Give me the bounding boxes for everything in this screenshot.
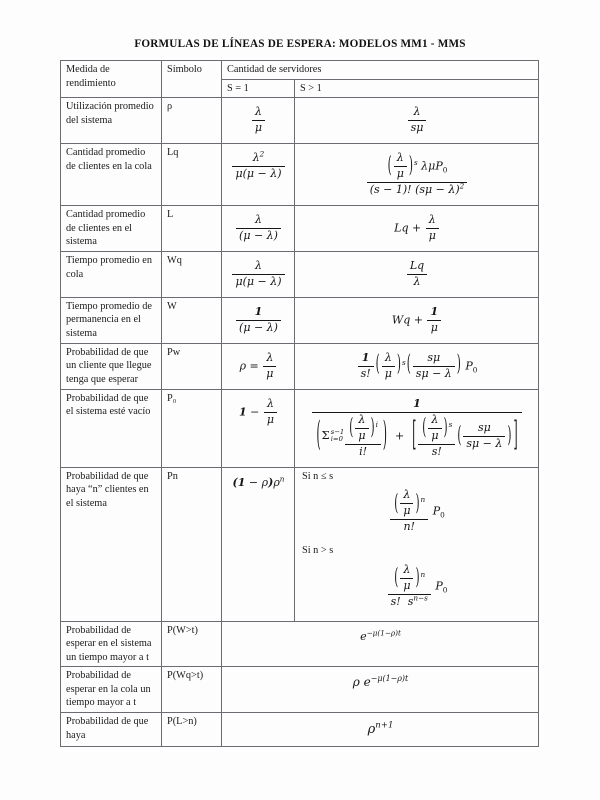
row-formula-s1: $\frac{\lambda}{\mu(\mu - \lambda)}$: [222, 251, 295, 297]
row-measure: Tiempo promedio de permanencia en el sistema: [61, 297, 162, 343]
row-formula-s1: $\frac{\lambda}{\mu}$: [222, 98, 295, 144]
row-formula-s1: $\frac{\lambda^2}{\mu(\mu - \lambda)}$: [222, 144, 295, 206]
row-formula-merged: $\rho^{n+1}$: [222, 713, 539, 747]
row-formula-s1: ρ = $\frac{\lambda}{\mu}$: [222, 343, 295, 389]
row-symbol: ρ: [162, 98, 222, 144]
row-formula-s1: $(1 - \rho)\rho^n$: [222, 467, 295, 621]
table-row: [61, 621, 539, 667]
row-measure: Probabilidad de esperar en el sistema un tiempo mayor a t: [61, 621, 162, 667]
table-row: [61, 713, 539, 747]
row-formula-sgt1: Wq + $\frac{1}{\mu}$: [295, 297, 539, 343]
header-symbol: Símbolo: [162, 61, 222, 98]
row-formula-sgt1: $\frac{\lambda}{s\mu}$: [295, 98, 539, 144]
row-formula-sgt1: Lq + $\frac{\lambda}{\mu}$: [295, 206, 539, 252]
table-row: [61, 467, 539, 621]
row-formula-s1: $\frac{1}{(\mu - \lambda)}$: [222, 297, 295, 343]
header-servers-group: Cantidad de servidores: [222, 61, 539, 80]
row-symbol: P₀: [162, 389, 222, 467]
row-measure: Probabilidad de esperar en la cola un tiempo mayor a t: [61, 667, 162, 713]
row-symbol: P(L>n): [162, 713, 222, 747]
row-symbol: Pw: [162, 343, 222, 389]
pn-formula-1: ( $\frac{\lambda}{\mu}$ )$^n$ n! $P_0$: [300, 483, 534, 544]
row-formula-merged: $e^{-\mu(1-\rho)t}$: [222, 621, 539, 667]
header-s-greater-1: S > 1: [295, 79, 539, 98]
row-formula-s1: 1 − $\frac{\lambda}{\mu}$: [222, 389, 295, 467]
header-row-1: [61, 61, 539, 80]
table-row: [61, 144, 539, 206]
table-row: [61, 206, 539, 252]
table-row: [61, 297, 539, 343]
table-row: [61, 343, 539, 389]
formulas-table: [60, 60, 539, 747]
table-body: [61, 98, 539, 747]
row-formula-sgt1: 1 (Σs−1 i=0 ( $\frac{\lambda}{\mu}$ )$^i$ i! ) + [ ( $\frac{\lambda}{\mu}$ )$^s$ s! ( $\frac{s\mu}{s\mu - \lambda}$ ) ]: [295, 389, 539, 467]
row-measure: Probabilidad de que haya: [61, 713, 162, 747]
row-symbol: L: [162, 206, 222, 252]
row-symbol: P(W>t): [162, 621, 222, 667]
row-measure: Tiempo promedio en cola: [61, 251, 162, 297]
row-measure: Probabilidad de que un cliente que llegue tenga que esperar: [61, 343, 162, 389]
row-symbol: Wq: [162, 251, 222, 297]
pn-condition-2: Si n > s: [302, 545, 334, 557]
header-s-equal-1: S = 1: [222, 79, 295, 98]
row-symbol: P(Wq>t): [162, 667, 222, 713]
page-title: FORMULAS DE LÍNEAS DE ESPERA: MODELOS MM1 - MMS: [134, 38, 466, 50]
row-formula-sgt1: $\frac{1}{s!}$ ( $\frac{\lambda}{\mu}$ )$^s$( $\frac{s\mu}{s\mu - \lambda}$ ) $P_0$: [295, 343, 539, 389]
table-row: [61, 251, 539, 297]
table-row: [61, 389, 539, 467]
row-symbol: Pn: [162, 467, 222, 621]
row-formula-s1: $\frac{\lambda}{(\mu - \lambda)}$: [222, 206, 295, 252]
row-measure: Utilización promedio del sistema: [61, 98, 162, 144]
row-formula-sgt1: [295, 467, 539, 621]
row-measure: Cantidad promedio de clientes en la cola: [61, 144, 162, 206]
row-symbol: W: [162, 297, 222, 343]
table-row: [61, 667, 539, 713]
table-row: [61, 98, 539, 144]
header-measure: Medida de rendimiento: [61, 61, 162, 98]
pn-condition-1: Si n ≤ s: [302, 470, 334, 482]
table-header: [61, 61, 539, 98]
row-measure: Probabilidad de que el sistema esté vacío: [61, 389, 162, 467]
row-measure: Cantidad promedio de clientes en el sistema: [61, 206, 162, 252]
row-measure: Probabilidad de que haya “n” clientes en el sistema: [61, 467, 162, 621]
row-formula-sgt1: ( $\frac{\lambda}{\mu}$ )$^s$ λμP$_0$ (s − 1)! $(s\mu - \lambda)^2$: [295, 144, 539, 206]
row-formula-merged: ρ $e^{-\mu(1-\rho)t}$: [222, 667, 539, 713]
pn-formula-2: ( $\frac{\lambda}{\mu}$ )$^n$ s! $s^{n-s}$ $P_0$: [300, 558, 534, 619]
row-formula-sgt1: $\frac{Lq}{\lambda}$: [295, 251, 539, 297]
row-symbol: Lq: [162, 144, 222, 206]
